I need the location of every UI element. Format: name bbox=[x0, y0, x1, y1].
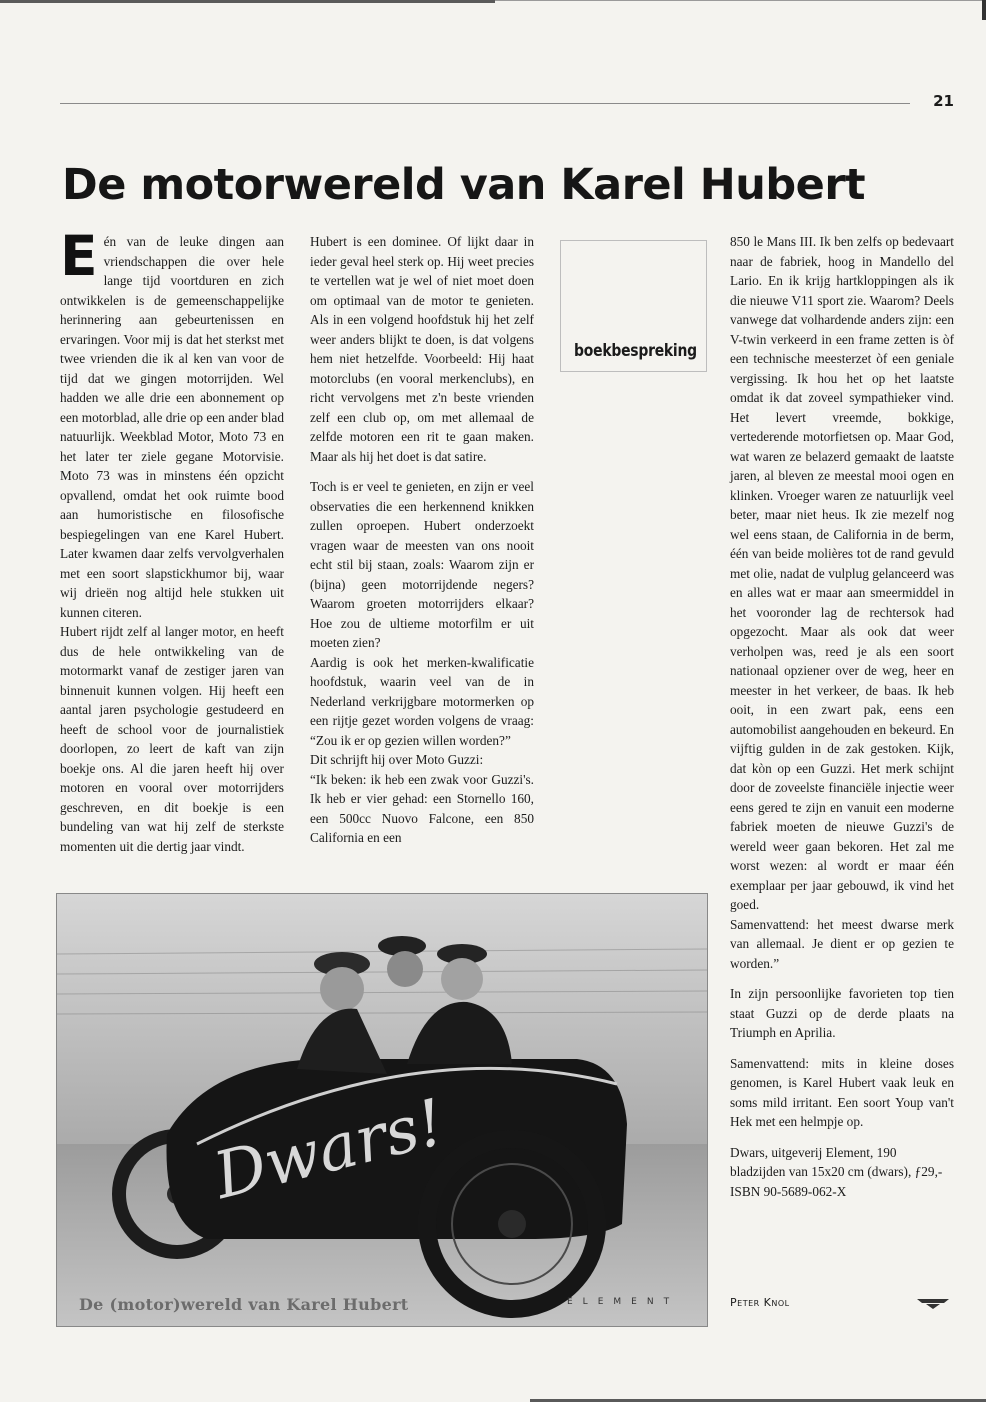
end-mark-icon bbox=[916, 1296, 950, 1310]
column-2 bbox=[310, 232, 534, 848]
sidecar-illustration bbox=[57, 894, 707, 1326]
paragraph-intro bbox=[60, 224, 284, 622]
section-label: boekbespreking bbox=[574, 341, 697, 361]
paragraph-intro-text: én van de leuke dingen aan vriendschappen die over hele lange tijd voortduren en zich ontwikkelen is de gemeenschappelijke herinnering aan gebeurtenissen en ervaringen. Voor mij is dat het sterkst met twee vrienden die ik al ken van voor de tijd dat we gingen motorrijden. Wel hadden we alle drie een abonnement op een motorblad, alle drie op een ander blad natuurlijk. Weekblad Motor, Moto 73 en het later ter ziele gegane Motorvisie. Moto 73 was in minstens één opzicht opvallend, omdat het ook ruimte bood aan humoristische en filosofische bespiegelingen van ene Karel Hubert. Later kwamen daar zelfs vervolgverhalen met een soort slapstickhumor bij, waar wij drieën nog altijd hele stukken uit kunnen citeren. bbox=[60, 234, 284, 620]
paragraph: Dit schrijft hij over Moto Guzzi: bbox=[310, 752, 484, 767]
scan-edge-top-thin bbox=[495, 0, 986, 1]
paragraph: In zijn persoonlijke favorieten top tien staat Guzzi op de derde plaats na Triumph en Aprilia. bbox=[730, 986, 954, 1040]
sidecar-lettering: Dwars! bbox=[207, 1085, 452, 1215]
column-1 bbox=[60, 224, 284, 856]
quote-paragraph: Samenvattend: het meest dwarse merk van allemaal. Je dient er op gezien te worden.” bbox=[730, 916, 954, 971]
paragraph: Toch is er veel te genieten, en zijn er veel observaties die een herkennend knikken zullen oproepen. Hubert onderzoekt vragen waar de meesten van ons nooit echt stil bij staan, zoals: Waarom zijn er (bijna) geen motorrijdende negers? Waarom groeten motorrijders elkaar? Hoe zou de ultieme motorfilm er uit moeten zien? bbox=[310, 479, 534, 650]
quote-paragraph: 850 le Mans III. Ik ben zelfs op bedevaart naar de fabriek, hoog in Mandello del Lario. En ik krijg hartkloppingen als ik die nieuwe V11 sport zie. Waarom? Deels vanwege dat volhardende anders zijn: een V-twin verkeerd in een frame zetten is òf een technische meesterzet òf een geniale vergissing. Ik hou het op het laatste omdat ik dat zoveel sympathieker vind. Het levert vreemde, bokkige, vertederende motorfietsen op. Maar God, wat waren ze belazerd gemaakt de laatste jaren, al bleven ze meestal mooi ogen en klinken. Vroeger waren ze natuurlijk veel beter, maar niet heus. Ik zie mezelf nog wel eens staan, de California in de berm, één van beide molières tot de rand gevuld met olie, nadat de vulplug gelanceerd was en alles wat er maar aan smeermiddel in het vooronder lag de rechtersok had opgezocht. Maar als ook dat weer verholpen was, reed je als een soort nationaal opziener over de weg, heer en meester in het verkeer, de baas. Ik heb ooit, in een zwart pak, eens een automobilist aangehouden en bekeurd. En vijftig gulden in de zak gestoken. Kijk, dat kòn op een Guzzi. Het merk schijnt door de zoveelste financiële injectie weer eens gered te zijn en vanuit een moderne fabriek moeten de nieuwe Guzzi's de wereld weer gaan bekoren. Het zal me worst wezen: al wordt er maar één exemplaar per jaar gebouwd, ik vind het goed. bbox=[730, 234, 954, 912]
book-details: Dwars, uitgeverij Element, 190 bladzijden van 15x20 cm (dwars), ƒ29,- ISBN 90-5689-062-X bbox=[730, 1144, 943, 1199]
paragraph: Hubert is een dominee. Of lijkt daar in ieder geval heel sterk op. Hij weet precies te vertellen wat je wel of niet moet doen om optimaal van de motor te genieten. Als in een volgend hoofdstuk hij het zelf weer anders blijkt te doen, is dat volgens hem niet hetzelfde. Voorbeeld: Hij haat motorclubs (en vooral merkenclubs), en richt vervolgens met z'n beste vrienden zelf een club op, om met allemaal de zelfde motoren een rit te gaan maken. Maar als hij het doet is dat satire. bbox=[310, 234, 534, 464]
column-3 bbox=[730, 232, 954, 1201]
author-byline: Peter Knol bbox=[730, 1296, 790, 1309]
paragraph: Hubert rijdt zelf al langer motor, en heeft dus de hele ontwikkeling van de motormarkt vanaf de zestiger jaren van binnenuit kunnen volgen. Hij heeft een aantal jaren psychologie gestudeerd en heeft de school voor de journalistiek doorlopen, zo leert de kaft van zijn boekje ons. Al die jaren heeft hij over motoren en vooral over motorrijders geschreven, en dit boekje is een bundeling van wat hij zelf de sterkste momenten uit die dertig jaar vindt. bbox=[60, 624, 284, 854]
scan-edge-right bbox=[982, 0, 986, 20]
article-title: De motorwereld van Karel Hubert bbox=[62, 160, 866, 210]
photo-caption: De (motor)wereld van Karel Hubert bbox=[79, 1295, 409, 1314]
publisher-logo: ELEMENT bbox=[567, 1297, 680, 1307]
header-rule bbox=[60, 103, 910, 104]
book-cover-photo bbox=[56, 893, 708, 1327]
drop-cap: E bbox=[60, 224, 98, 288]
scan-edge-top bbox=[0, 0, 495, 3]
section-label-box bbox=[560, 240, 707, 372]
page-number: 21 bbox=[933, 92, 954, 110]
paragraph: Samenvattend: mits in kleine doses genomen, is Karel Hubert vaak leuk en soms mild irritant. Een soort Youp van't Hek met een helmpje op. bbox=[730, 1055, 954, 1129]
quote-paragraph: “Ik beken: ik heb een zwak voor Guzzi's. Ik heb er vier gehad: een Stornello 160, een 500cc Nuovo Falcone, een 850 California en een bbox=[310, 771, 534, 845]
paragraph: Aardig is ook het merken-kwalificatie hoofdstuk, waarin veel van de in Nederland verkrijgbare motormerken op een rijtje gezet worden volgens de vraag: “Zou ik er op gezien willen worden?” bbox=[310, 654, 534, 748]
